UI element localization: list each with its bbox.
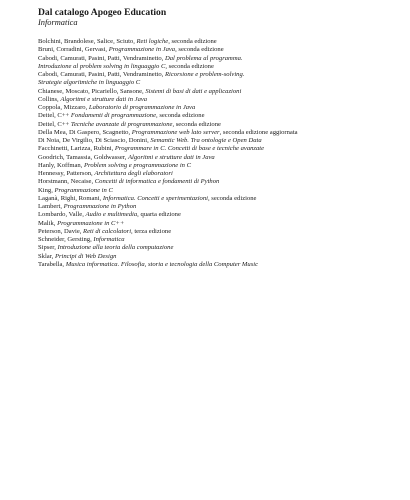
book-authors: Tarabella, bbox=[38, 260, 66, 268]
book-entry bbox=[38, 162, 398, 170]
book-entry bbox=[38, 253, 398, 261]
book-authors: Facchinetti, Larizza, Rubini, bbox=[38, 145, 115, 153]
book-authors: Schneider, Gersting, bbox=[38, 236, 94, 243]
book-entry bbox=[38, 63, 398, 71]
book-authors: Lambert, bbox=[38, 203, 64, 210]
book-title: Programmare in C. Concetti di base e tecniche avanzate bbox=[114, 145, 265, 153]
book-authors: Laganà, Righi, Romani, bbox=[38, 194, 103, 202]
book-entry bbox=[38, 145, 398, 153]
book-authors: Hanly, Koffman, bbox=[38, 161, 84, 169]
book-authors: Malik, bbox=[38, 219, 58, 227]
book-authors: Cabodi, Camurati, Pasini, Patti, Vendraminetto, bbox=[38, 54, 165, 62]
book-title: Dal problema al programma. bbox=[164, 54, 243, 62]
book-authors: Cabodi, Camurati, Pasini, Patti, Vendraminetto, bbox=[38, 71, 165, 78]
book-authors: Hennessy, Patterson, bbox=[38, 170, 95, 177]
book-edition: , seconda edizione bbox=[207, 194, 257, 202]
book-title: Reti di calcolatori bbox=[83, 227, 132, 235]
book-edition: , quarta edizione bbox=[137, 211, 181, 219]
book-title: Musica informatica. Filosofia, storia e tecnologia della Computer Music bbox=[65, 260, 259, 268]
book-list bbox=[38, 38, 398, 269]
book-entry bbox=[38, 244, 398, 252]
book-entry bbox=[38, 220, 398, 228]
book-title: Programmazione web lato server bbox=[131, 128, 220, 136]
book-title: Audio e multimedia bbox=[85, 211, 138, 219]
book-entry bbox=[38, 88, 398, 96]
book-authors: Goodrich, Tamassia, Goldwasser, bbox=[38, 153, 128, 161]
book-authors: Sklar, bbox=[38, 252, 55, 260]
book-entry bbox=[38, 211, 398, 219]
book-authors: Sipser, bbox=[38, 244, 58, 252]
book-title: Algoritmi e strutture dati in Java bbox=[127, 153, 215, 161]
book-authors: Peterson, Davie, bbox=[38, 227, 84, 235]
book-title: Architettura degli elaboratori bbox=[94, 170, 173, 177]
book-entry bbox=[38, 121, 398, 129]
book-entry bbox=[38, 79, 398, 87]
book-entry bbox=[38, 46, 398, 54]
book-title: Algoritmi e strutture dati in Java bbox=[60, 95, 148, 103]
book-title: Informatica. Concetti e sperimentazioni bbox=[102, 194, 208, 202]
book-title: Laboratorio di programmazione in Java bbox=[88, 104, 196, 111]
book-entry bbox=[38, 154, 398, 162]
book-authors: Chianese, Moscato, Picariello, Sansone, bbox=[38, 87, 146, 95]
book-entry bbox=[38, 187, 398, 195]
book-title: Fondamenti di programmazione bbox=[70, 112, 157, 120]
book-title: Concetti di informatica e fondamenti di Python bbox=[94, 178, 220, 186]
book-edition: , seconda edizione bbox=[168, 38, 217, 45]
book-title: Programmazione in C++ bbox=[57, 219, 125, 227]
book-title: Programmazione in C bbox=[54, 186, 113, 194]
book-title: Problem solving e programmazione in C bbox=[83, 161, 191, 169]
book-authors: Collins, bbox=[38, 95, 61, 103]
book-title: Sistemi di basi di dati e applicazioni bbox=[145, 87, 242, 95]
book-authors: Horstmann, Necaise, bbox=[38, 178, 95, 186]
book-title: Ricorsione e problem-solving. bbox=[164, 71, 245, 78]
book-title: Principi di Web Design bbox=[54, 252, 117, 260]
book-title: Introduzione alla teoria della computazione bbox=[57, 244, 174, 252]
book-authors: Bolchini, Brandolese, Salice, Sciuto, bbox=[38, 38, 137, 45]
book-entry bbox=[38, 38, 398, 46]
book-title: Programmazione in Python bbox=[63, 203, 137, 210]
book-entry bbox=[38, 228, 398, 236]
book-edition: , seconda edizione bbox=[165, 62, 214, 70]
book-title: Introduzione al problem solving in linguaggio C bbox=[38, 62, 166, 70]
book-entry bbox=[38, 178, 398, 186]
book-edition: , seconda edizione bbox=[175, 46, 224, 54]
catalog-subheading: Informatica bbox=[38, 18, 78, 27]
book-entry bbox=[38, 71, 398, 79]
book-title: Tecniche avanzate di programmazione bbox=[70, 120, 173, 128]
book-edition: , terza edizione bbox=[131, 227, 172, 235]
book-entry bbox=[38, 261, 398, 269]
book-edition: , seconda edizione bbox=[172, 120, 221, 128]
catalog-heading: Dal catalogo Apogeo Education bbox=[38, 7, 167, 18]
book-entry bbox=[38, 55, 398, 63]
book-edition: , seconda edizione bbox=[156, 112, 205, 120]
book-authors: Lombardo, Valle, bbox=[38, 211, 86, 219]
book-entry bbox=[38, 96, 398, 104]
book-entry bbox=[38, 195, 398, 203]
book-entry bbox=[38, 129, 398, 137]
book-authors: Deitel, C++ bbox=[38, 112, 71, 120]
book-authors: Bruni, Corradini, Gervasi, bbox=[38, 46, 109, 54]
book-authors: Di Noia, De Virgilio, Di Sciascio, Donini, bbox=[38, 137, 151, 144]
book-title: Reti logiche bbox=[136, 38, 169, 45]
catalog-page bbox=[38, 7, 398, 269]
book-authors: King, bbox=[38, 186, 55, 194]
book-entry bbox=[38, 104, 398, 112]
book-title: Strategie algoritmiche in linguaggio C bbox=[38, 79, 141, 87]
book-authors: Della Mea, Di Gaspero, Scagnetto, bbox=[38, 128, 132, 136]
book-entry bbox=[38, 170, 398, 178]
book-entry bbox=[38, 112, 398, 120]
book-authors: Coppola, Mizzaro, bbox=[38, 104, 89, 111]
book-authors: Deitel, C++ bbox=[38, 120, 71, 128]
book-entry bbox=[38, 137, 398, 145]
book-title: Semantic Web. Tra ontologie e Open Data bbox=[150, 137, 262, 144]
book-entry bbox=[38, 203, 398, 211]
book-edition: , seconda edizione aggiornata bbox=[219, 128, 298, 136]
book-entry bbox=[38, 236, 398, 244]
book-title: Programmazione in Java bbox=[108, 46, 176, 54]
book-title: Informatica bbox=[93, 236, 125, 243]
